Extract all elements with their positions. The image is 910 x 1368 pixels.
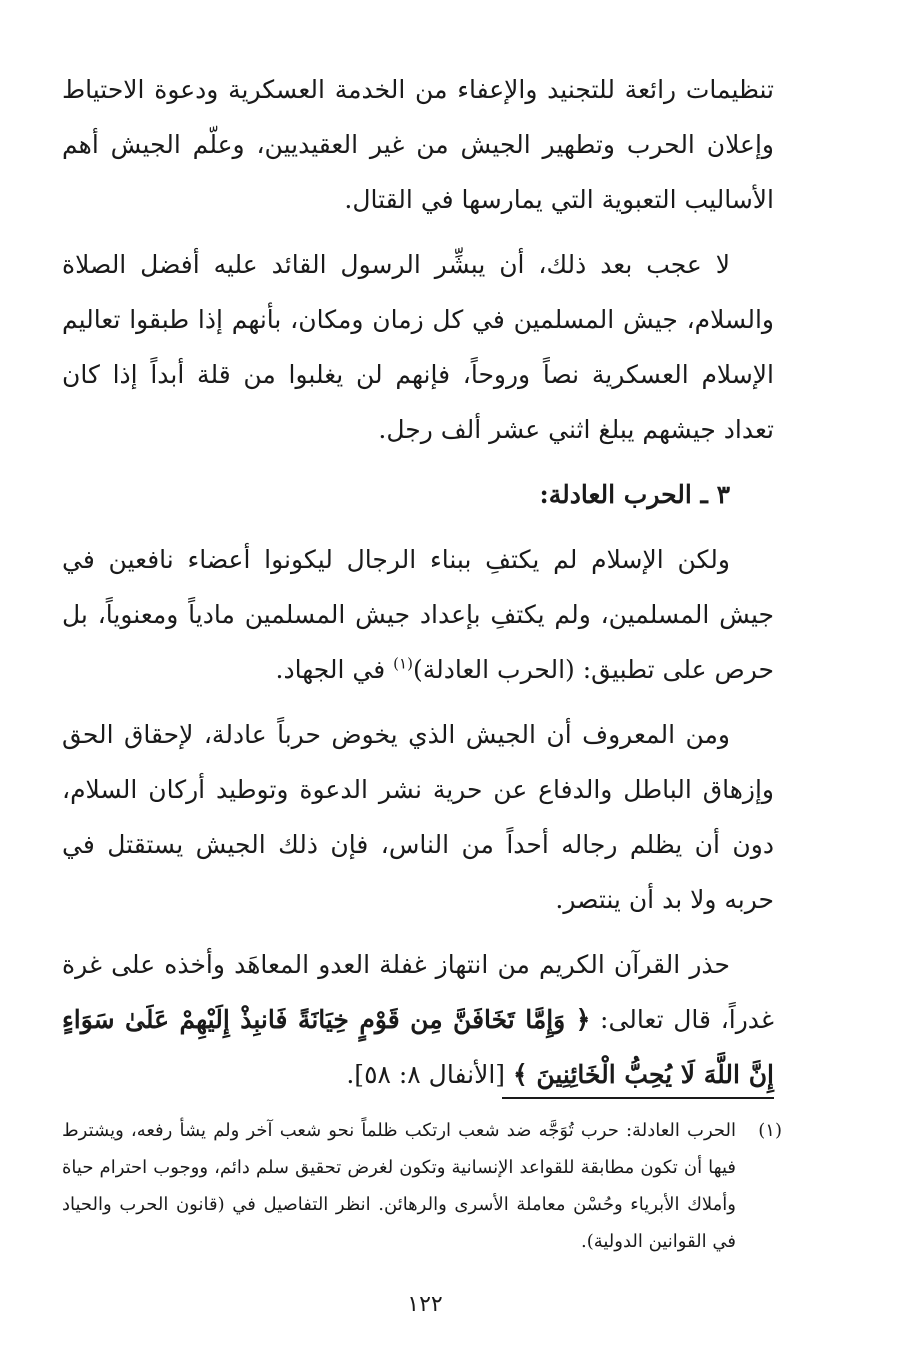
footnote-text: الحرب العادلة: حرب تُوَجَّه ضد شعب ارتكب ظلماً نحو شعب آخر ولم يشأ رفعه، ويشترط فيها أن تكون مطابقة للقواعد الإنسانية وتكون لغرض تحقيق سلم دائم، ووجوب احترام حياة وأملاك الأبرياء وحُسْن معاملة الأسرى والرهائن. انظر التفاصيل في (قانون الحرب والحياد في القوانين الدولية). xyxy=(62,1120,736,1252)
page-body xyxy=(62,62,774,1112)
footnote-divider xyxy=(502,1097,774,1099)
paragraph-just-war-text: ولكن الإسلام لم يكتفِ ببناء الرجال ليكونوا أعضاء نافعين في جيش المسلمين، ولم يكتفِ بإعداد جيش المسلمين مادياً ومعنوياً، بل حرص على تطبيق: (الحرب العادلة) xyxy=(62,545,774,684)
footnotes xyxy=(62,1112,782,1260)
paragraph-known: ومن المعروف أن الجيش الذي يخوض حرباً عادلة، لإحقاق الحق وإزهاق الباطل والدفاع عن حرية نشر الدعوة وتوطيد أركان السلام، دون أن يظلم رجاله أحداً من الناس، فإن ذلك الجيش يستقتل في حربه ولا بد أن ينتصر. xyxy=(62,720,774,914)
page-number: ١٢٢ xyxy=(407,1292,443,1317)
verse-citation: [الأنفال ٨: ٥٨]. xyxy=(346,1060,513,1089)
paragraph-just-war-end: في الجهاد. xyxy=(275,655,394,684)
section-heading: ٣ ـ الحرب العادلة: xyxy=(539,480,730,509)
footnote-reference: (١) xyxy=(393,654,413,673)
paragraph-quran-intro: حذر القرآن الكريم من انتهاز غفلة العدو المعاهَد وأخذه على غرة غدراً، قال تعالى: xyxy=(62,950,774,1034)
paragraph-glad-tidings: لا عجب بعد ذلك، أن يبشِّر الرسول القائد عليه أفضل الصلاة والسلام، جيش المسلمين في كل زمان ومكان، بأنهم إذا طبقوا تعاليم الإسلام العسكرية نصاً وروحاً، فإنهم لن يغلبوا من قلة أبداً إذا كان تعداد جيشهم يبلغ اثني عشر ألف رجل. xyxy=(62,250,774,444)
quran-verse: ﴿ وَإِمَّا تَخَافَنَّ مِن قَوْمٍ خِيَانَةً فَانبِذْ إِلَيْهِمْ عَلَىٰ سَوَاءٍ إِنَّ اللَّهَ لَا يُحِبُّ الْخَائِنِينَ ﴾ xyxy=(62,1005,774,1089)
footnote-item xyxy=(62,1112,782,1260)
footnote-number: (١) xyxy=(758,1120,782,1141)
paragraph-quran-warning xyxy=(62,937,774,1102)
paragraph-just-war xyxy=(62,532,774,697)
paragraph-continuation: تنظيمات رائعة للتجنيد والإعفاء من الخدمة العسكرية ودعوة الاحتياط وإعلان الحرب وتطهير الجيش من غير العقيديين، وعلّم الجيش أهم الأساليب التعبوية التي يمارسها في القتال. xyxy=(62,75,774,214)
